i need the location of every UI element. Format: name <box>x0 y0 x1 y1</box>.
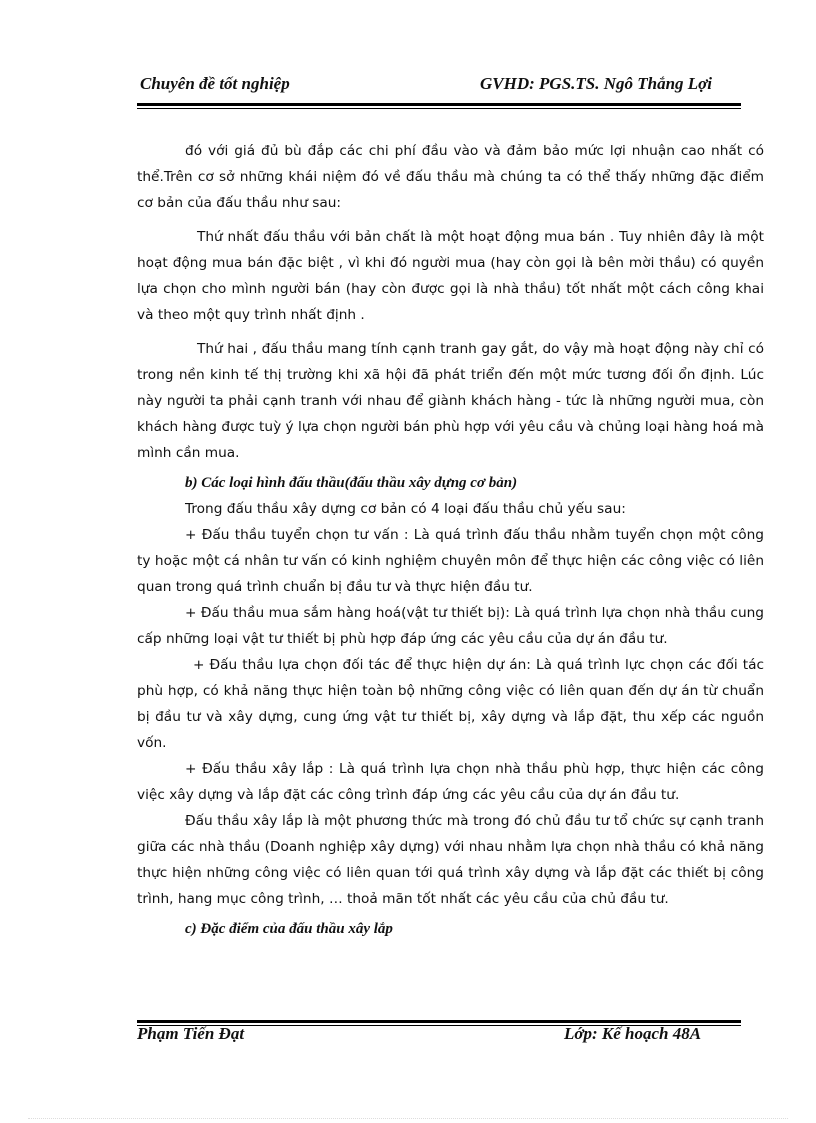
header-supervisor: GVHD: PGS.TS. Ngô Thắng Lợi <box>480 74 713 93</box>
paragraph-9: Đấu thầu xây lắp là một phương thức mà trong đó chủ đầu tư tổ chức sự cạnh tranh giữa các nhà thầu (Doanh nghiệp xây dựng) với nhau nhằm lựa chọn nhà thầu có khả năng thực hiện những công việc có liên quan tới quá trình xây dựng và lắp đặt các thiết bị công trình, hang mục công trình, … thoả mãn tốt nhất các yêu cầu của chủ đầu tư. <box>137 813 764 907</box>
header-rule-thin <box>137 108 741 109</box>
footer-author: Phạm Tiến Đạt <box>137 1024 245 1043</box>
page-body <box>137 138 764 942</box>
paragraph-4: Trong đấu thầu xây dựng cơ bản có 4 loại đấu thầu chủ yếu sau: <box>185 501 626 517</box>
paragraph-6: + Đấu thầu mua sắm hàng hoá(vật tư thiết bị): Là quá trình lựa chọn nhà thầu cung cấp những loại vật tư thiết bị phù hợp đáp ứng các yêu cầu của dự án đầu tư. <box>137 605 764 647</box>
paragraph-2: Thứ nhất đấu thầu với bản chất là một hoạt động mua bán . Tuy nhiên đây là một hoạt động mua bán đặc biệt , vì khi đó người mua (hay còn gọi là bên mời thầu) có quyền lựa chọn cho mình người bán (hay còn được gọi là nhà thầu) tốt nhất một cách công khai và theo một quy trình nhất định . <box>137 229 764 323</box>
paragraph-7: + Đấu thầu lựa chọn đối tác để thực hiện dự án: Là quá trình lực chọn các đối tác phù hợp, có khả năng thực hiện toàn bộ những công việc có liên quan đến dự án từ chuẩn bị đầu tư và xây dựng, cung ứng vật tư thiết bị, xây dựng và lắp đặt, thu xếp các nguồn vốn. <box>137 657 764 751</box>
page-edge-line <box>28 1118 788 1119</box>
paragraph-5: + Đấu thầu tuyển chọn tư vấn : Là quá trình đấu thầu nhằm tuyển chọn một công ty hoặc một cá nhân tư vấn có kinh nghiệm chuyên môn để thực hiện các công việc có liên quan trong quá trình chuẩn bị đầu tư và thực hiện đầu tư. <box>137 527 764 595</box>
paragraph-8: + Đấu thầu xây lắp : Là quá trình lựa chọn nhà thầu phù hợp, thực hiện các công việc xây dựng và lắp đặt các công trình đáp ứng các yêu cầu của dự án đầu tư. <box>137 761 764 803</box>
header-doc-title: Chuyên đề tốt nghiệp <box>140 74 290 93</box>
section-heading-c: c) Đặc điểm của đấu thầu xây lắp <box>185 921 393 937</box>
paragraph-3: Thứ hai , đấu thầu mang tính cạnh tranh gay gắt, do vậy mà hoạt động này chỉ có trong nền kinh tế thị trường khi xã hội đã phát triển đến một mức tương đối ổn định. Lúc này người ta phải cạnh tranh với nhau để giành khách hàng - tức là những người mua, còn khách hàng được tuỳ ý lựa chọn người bán phù hợp với yêu cầu và chủng loại hàng hoá mà mình cần mua. <box>137 341 764 461</box>
section-heading-b: b) Các loại hình đấu thầu(đấu thầu xây dựng cơ bản) <box>185 475 518 491</box>
header-rule-thick <box>137 103 741 106</box>
paragraph-1: đó với giá đủ bù đắp các chi phí đầu vào và đảm bảo mức lợi nhuận cao nhất có thể.Trên cơ sở những khái niệm đó về đấu thầu mà chúng ta có thể thấy những đặc điểm cơ bản của đấu thầu như sau: <box>137 143 764 211</box>
footer-rule-thick <box>137 1020 741 1023</box>
footer-class: Lớp: Kế hoạch 48A <box>564 1024 702 1043</box>
